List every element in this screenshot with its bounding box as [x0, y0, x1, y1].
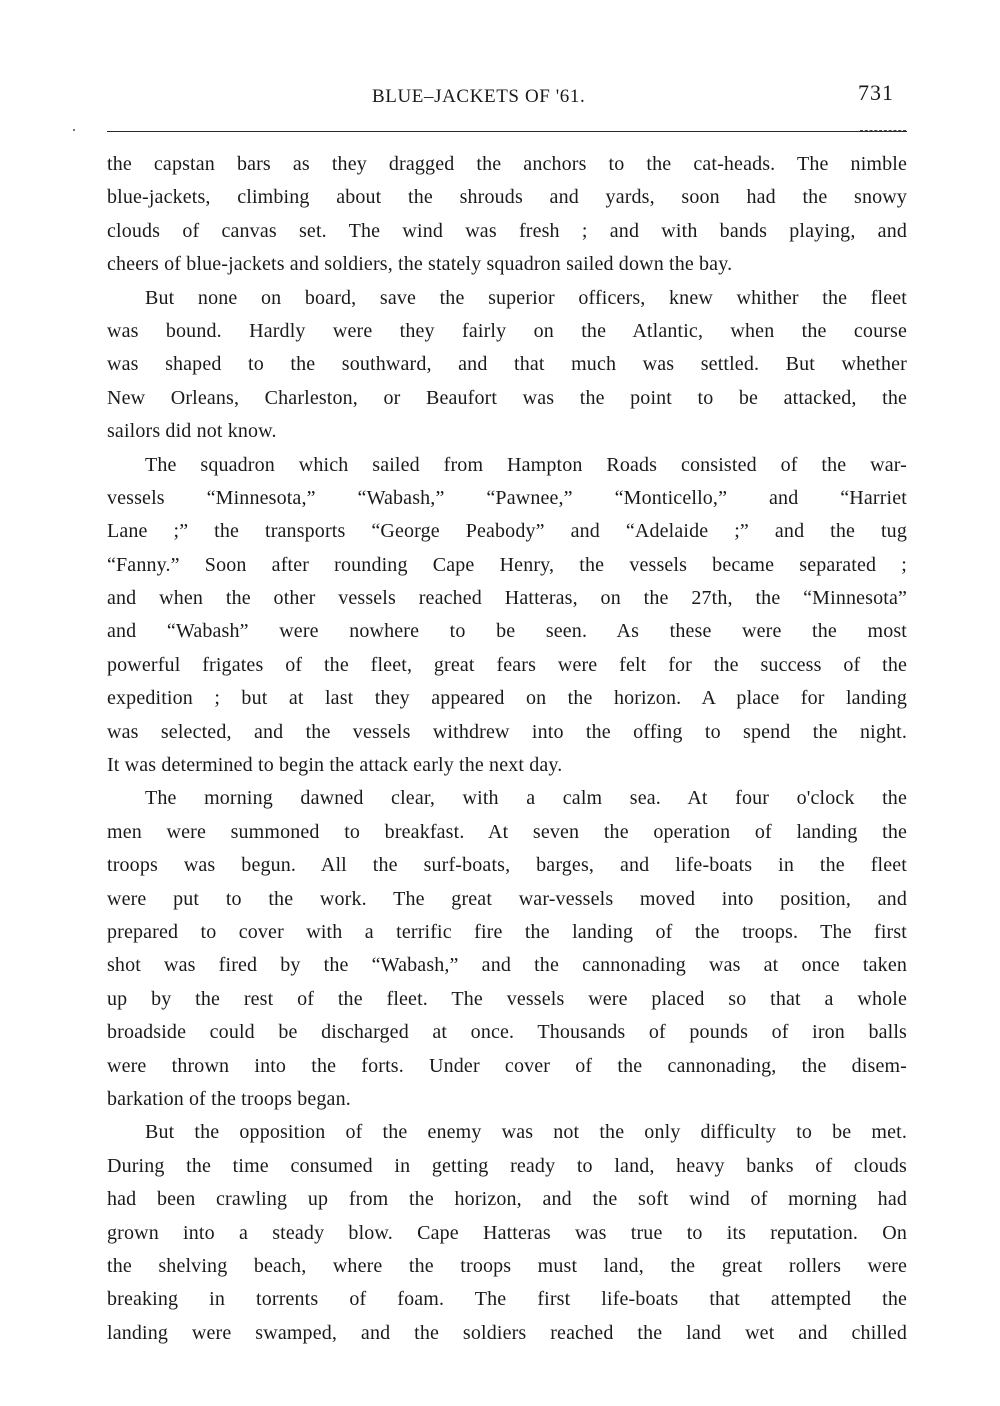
text-line: prepared to cover with a terrific fire the landing of the troops. The first: [107, 920, 907, 943]
text-line: sailors did not know.: [107, 420, 277, 443]
text-line: was bound. Hardly were they fairly on the Atlantic, when the course: [107, 319, 907, 342]
text-line: Lane ;” the transports “George Peabody” and “Adelaide ;” and the tug: [107, 520, 907, 543]
text-line: During the time consumed in getting ready to land, heavy banks of clouds: [107, 1154, 907, 1177]
text-line: broadside could be discharged at once. Thousands of pounds of iron balls: [107, 1021, 907, 1044]
text-line: and “Wabash” were nowhere to be seen. As these were the most: [107, 620, 907, 643]
text-line: The morning dawned clear, with a calm sea. At four o'clock the: [145, 787, 907, 810]
text-line: landing were swamped, and the soldiers reached the land wet and chilled: [107, 1321, 907, 1344]
running-head-title: BLUE–JACKETS OF '61.: [372, 86, 586, 107]
text-line: But none on board, save the superior officers, knew whither the fleet: [145, 286, 907, 309]
text-line: But the opposition of the enemy was not the only difficulty to be met.: [145, 1121, 907, 1144]
text-line: were thrown into the forts. Under cover of the cannonading, the disem-: [107, 1054, 907, 1077]
text-line: barkation of the troops began.: [107, 1087, 351, 1110]
text-line: was shaped to the southward, and that much was settled. But whether: [107, 353, 907, 376]
paragraph: [107, 449, 907, 783]
text-line: “Fanny.” Soon after rounding Cape Henry, the vessels became separated ;: [107, 553, 907, 576]
page-number: 731: [858, 80, 894, 105]
text-line: the capstan bars as they dragged the anchors to the cat-heads. The nimble: [107, 153, 907, 175]
text-line: New Orleans, Charleston, or Beaufort was the point to be attacked, the: [107, 386, 907, 409]
paragraph: [107, 282, 907, 449]
text-line: was selected, and the vessels withdrew into the offing to spend the night.: [107, 720, 907, 743]
text-line: blue-jackets, climbing about the shrouds and yards, soon had the snowy: [107, 186, 907, 209]
body-text: [107, 148, 907, 1350]
text-line: shot was fired by the “Wabash,” and the cannonading was at once taken: [107, 954, 907, 977]
text-line: were put to the work. The great war-vessels moved into position, and: [107, 887, 907, 910]
paragraph: [107, 782, 907, 1116]
text-line: troops was begun. All the surf-boats, barges, and life-boats in the fleet: [107, 854, 907, 877]
text-line: It was determined to begin the attack early the next day.: [107, 754, 563, 777]
margin-mark: [73, 129, 75, 131]
paragraph: [107, 1116, 907, 1350]
text-line: the shelving beach, where the troops must land, the great rollers were: [107, 1254, 907, 1277]
text-line: grown into a steady blow. Cape Hatteras was true to its reputation. On: [107, 1221, 907, 1244]
text-line: powerful frigates of the fleet, great fears were felt for the success of the: [107, 653, 907, 676]
text-line: cheers of blue-jackets and soldiers, the stately squadron sailed down the bay.: [107, 253, 733, 276]
header-rule: [107, 131, 907, 132]
text-line: clouds of canvas set. The wind was fresh ; and with bands playing, and: [107, 219, 907, 242]
text-line: and when the other vessels reached Hatteras, on the 27th, the “Minnesota”: [107, 587, 907, 610]
paragraph: [107, 148, 907, 282]
text-line: men were summoned to breakfast. At seven the operation of landing the: [107, 820, 907, 843]
text-line: vessels “Minnesota,” “Wabash,” “Pawnee,” “Monticello,” and “Harriet: [107, 486, 907, 509]
text-line: breaking in torrents of foam. The first life-boats that attempted the: [107, 1288, 907, 1311]
text-line: The squadron which sailed from Hampton Roads consisted of the war-: [145, 453, 907, 476]
header-rule-dash: [860, 130, 906, 131]
text-line: expedition ; but at last they appeared on the horizon. A place for landing: [107, 687, 907, 710]
text-line: had been crawling up from the horizon, and the soft wind of morning had: [107, 1188, 907, 1211]
text-line: up by the rest of the fleet. The vessels were placed so that a whole: [107, 987, 907, 1010]
